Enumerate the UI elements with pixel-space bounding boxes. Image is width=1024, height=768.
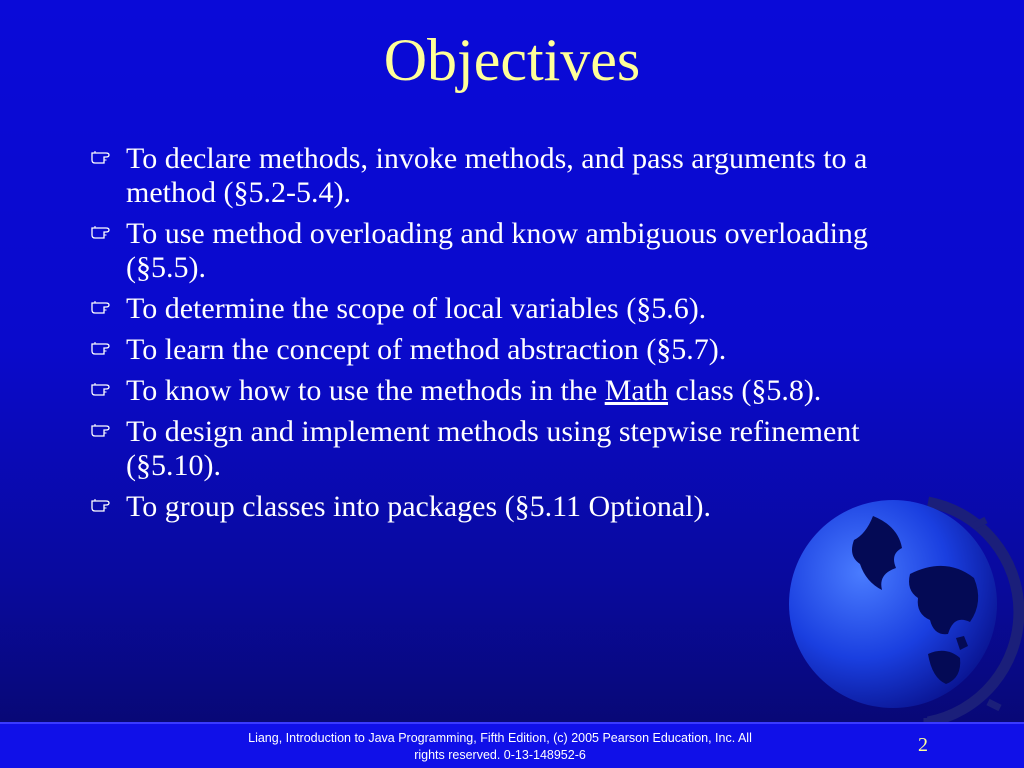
objective-suffix: class (§5.8). xyxy=(668,374,822,407)
pointing-hand-icon xyxy=(90,335,114,359)
objective-item xyxy=(82,415,942,483)
objective-item xyxy=(82,333,942,367)
footer-bar xyxy=(0,722,1024,768)
objective-prefix: To know how to use the methods in the xyxy=(126,374,605,407)
copyright-line-1: Liang, Introduction to Java Programming, Fifth Edition, (c) 2005 Pearson Education, Inc. All xyxy=(248,731,752,745)
pointing-hand-icon xyxy=(90,376,114,400)
objective-item xyxy=(82,142,942,210)
slide-title: Objectives xyxy=(383,27,641,93)
page-number: 2 xyxy=(918,734,928,756)
objective-item xyxy=(82,374,942,408)
objective-text: To determine the scope of local variables (§5.6). xyxy=(126,292,707,325)
pointing-hand-icon xyxy=(90,219,114,243)
objective-text: To use method overloading and know ambiguous overloading (§5.5). xyxy=(126,217,868,284)
objective-text: To declare methods, invoke methods, and pass arguments to a method (§5.2-5.4). xyxy=(126,142,868,209)
objective-item xyxy=(82,292,942,326)
math-class-keyword: Math xyxy=(604,374,669,407)
objective-text xyxy=(126,374,942,408)
objectives-list xyxy=(82,142,942,531)
copyright-line-2: rights reserved. 0-13-148952-6 xyxy=(414,748,586,762)
pointing-hand-icon xyxy=(90,492,114,516)
objective-item xyxy=(82,217,942,285)
copyright-notice xyxy=(200,730,800,764)
objective-text: To group classes into packages (§5.11 Optional). xyxy=(126,490,711,523)
pointing-hand-icon xyxy=(90,417,114,441)
globe-icon xyxy=(778,486,1024,742)
objective-text: To design and implement methods using stepwise refinement (§5.10). xyxy=(126,415,860,482)
objective-text: To learn the concept of method abstraction (§5.7). xyxy=(126,333,727,366)
pointing-hand-icon xyxy=(90,294,114,318)
pointing-hand-icon xyxy=(90,144,114,168)
